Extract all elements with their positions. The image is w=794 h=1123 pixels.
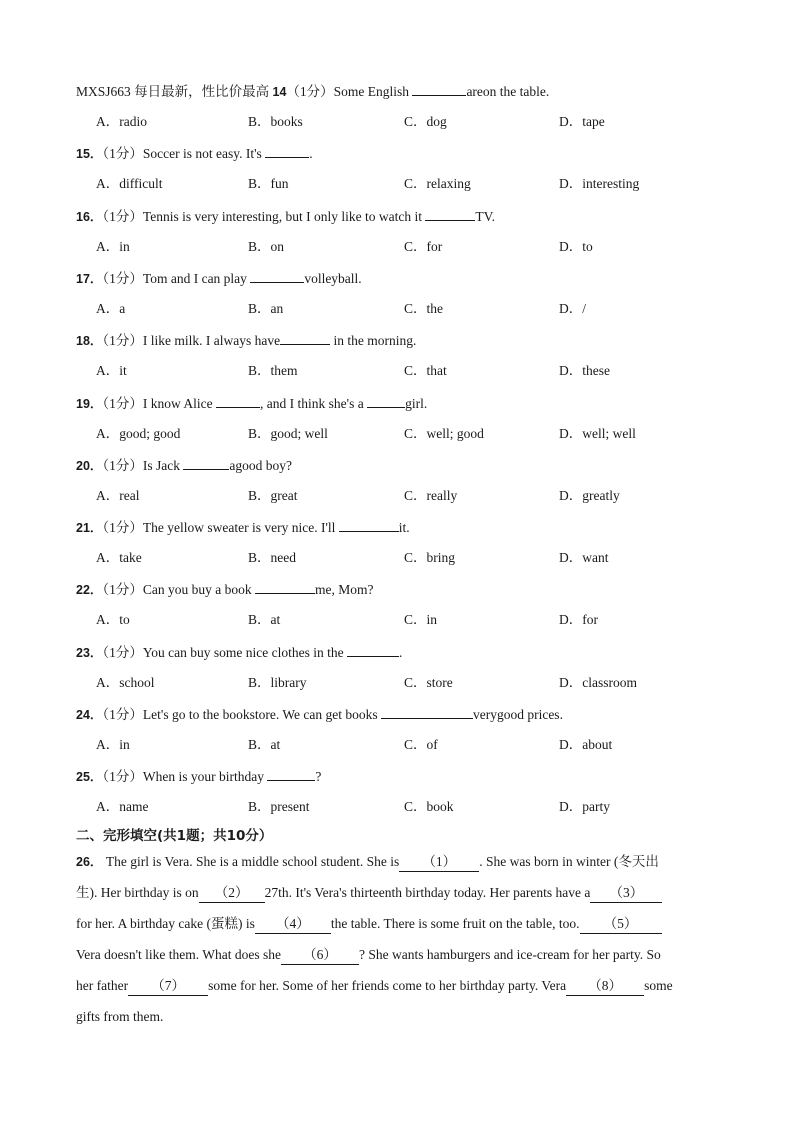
question-stem [76,580,726,599]
answer-blank [250,269,304,283]
option-c[interactable]: C．really [404,487,458,503]
question-score: （1分） [102,707,143,722]
section-title: 二、完形填空(共1题；共10分） [76,828,273,844]
question-text: me, Mom? [315,582,374,598]
answer-blank [425,207,475,221]
question-stem [76,144,726,163]
question-text: I know Alice [142,395,217,411]
option-a[interactable]: A．take [96,550,142,566]
question-score: （1分） [102,395,143,411]
answer-blank [412,82,466,96]
passage-line [76,939,722,970]
option-b[interactable]: B．at [248,612,281,628]
question-text: Tennis is very interesting, but I only like to watch it [142,208,426,224]
option-a[interactable]: A．difficult [96,176,163,192]
question-score: （1分） [102,769,143,785]
question-text: Can you buy a book [142,582,256,598]
cloze-blank[interactable]: （2） [199,884,265,903]
option-c[interactable]: C．that [404,363,447,379]
question-text: ? [315,769,322,785]
question-stem [76,269,726,288]
question-text: I like milk. I always have [142,333,281,349]
option-a[interactable]: A．good; good [96,425,181,441]
cloze-blank[interactable]: （4） [255,915,331,934]
option-c[interactable]: C．store [404,674,453,690]
option-c[interactable]: C．book [404,799,454,815]
question-number: 19． [76,396,103,411]
option-d[interactable]: D．/ [559,300,586,316]
question-stem [76,394,726,413]
answer-blank [216,394,260,408]
option-d[interactable]: D．greatly [559,487,620,503]
option-a[interactable]: A．name [96,799,149,815]
answer-blank [255,580,315,594]
answer-blank [367,394,405,408]
question-score: （1分） [286,84,334,99]
option-c[interactable]: C．bring [404,550,456,566]
question-text: When is your birthday [142,769,268,785]
option-a[interactable]: A．school [96,674,155,690]
question-score: （1分） [102,520,143,536]
cloze-blank[interactable]: （1） [399,853,479,872]
answer-blank [280,331,330,345]
passage-text: 27th. It's Vera's thirteenth birthday today. Her parents have a [264,885,591,900]
question-text: areon the table. [466,84,550,99]
question-text: . [309,146,313,162]
option-b[interactable]: B．them [248,363,298,379]
option-d[interactable]: D．interesting [559,176,640,192]
option-a[interactable]: A．it [96,363,127,379]
question-text: , and I think she's a [260,395,368,411]
question-score: （1分） [102,333,143,349]
question-number: 17． [76,271,103,286]
option-b[interactable]: B．an [248,300,284,316]
option-c[interactable]: C．for [404,238,443,254]
passage-text: some for her. Some of her friends come to her birthday party. Vera [208,978,567,993]
passage-text: ? She wants hamburgers and ice-cream for her party. So [359,947,661,962]
option-b[interactable]: B．at [248,737,281,752]
option-d[interactable]: D．about [559,737,613,752]
question-text: TV. [475,208,496,224]
header-prefix: MXSJ663 每日最新，性比价最高 [76,84,273,99]
question-text: volleyball. [304,270,362,286]
cloze-blank[interactable]: （6） [281,946,359,965]
question-score: （1分） [102,146,143,162]
question-text: in the morning. [330,333,417,349]
question-stem [76,643,726,662]
question-number: 21． [76,521,103,536]
question-number: 20． [76,458,103,473]
cloze-blank[interactable]: （5） [580,915,662,934]
option-a[interactable]: A．a [96,300,126,316]
passage-line [76,908,722,939]
option-d[interactable]: D．party [559,799,610,815]
question-number: 14 [272,85,287,99]
passage-line [76,846,722,877]
passage-text: The girl is Vera. She is a middle school student. She is [105,854,400,869]
answer-blank [183,456,229,470]
passage-text: some [644,978,673,993]
question-stem [76,705,726,724]
passage-text: . She was born in winter (冬天出 [479,854,659,869]
question-text: Let's go to the bookstore. We can get books [142,707,381,722]
option-a[interactable]: A．real [96,487,140,503]
question-score: （1分） [102,457,143,473]
question-number: 22． [76,583,103,598]
question-text: . [399,644,403,660]
question-number: 24． [76,708,103,722]
option-a[interactable]: A．radio [96,114,147,129]
question-number: 16． [76,209,103,224]
question-number: 25． [76,770,103,785]
question-score: （1分） [102,208,143,224]
option-b[interactable]: B．present [248,799,310,815]
option-b[interactable]: B．on [248,238,285,254]
question-text: Some English [333,84,413,99]
option-c[interactable]: C．of [404,737,438,752]
option-b[interactable]: B．books [248,114,303,129]
question-text: girl. [405,395,428,411]
passage-line [76,877,722,908]
question-text: Is Jack [142,457,184,473]
passage-text: Vera doesn't like them. What does she [76,947,282,962]
question-text: The yellow sweater is very nice. I'll [142,520,339,536]
question-number: 26． [76,855,106,869]
question-number: 18． [76,334,103,349]
question-text: it. [398,520,410,536]
question-stem [76,456,726,475]
question-stem [76,82,726,101]
passage-text: gifts from them. [76,1009,164,1024]
option-d[interactable]: D．want [559,550,609,566]
option-c[interactable]: C．dog [404,114,447,129]
question-number: 23． [76,645,103,660]
question-stem [76,207,726,226]
option-d[interactable]: D．classroom [559,674,637,690]
passage-text: 生). Her birthday is on [76,885,199,900]
option-c[interactable]: C．well; good [404,425,484,441]
answer-blank [381,705,473,719]
option-d[interactable]: D．to [559,238,593,254]
question-text: agood boy? [229,457,293,473]
question-text: Tom and I can play [142,270,251,286]
question-stem [76,331,726,350]
answer-blank [347,643,399,657]
question-score: （1分） [102,644,143,660]
option-c[interactable]: C．in [404,612,438,628]
cloze-blank[interactable]: （3） [590,884,662,903]
passage-text: for her. A birthday cake (蛋糕) is [76,916,255,931]
passage-text: her father [76,978,129,993]
answer-blank [265,144,309,158]
option-b[interactable]: B．fun [248,176,289,192]
question-stem [76,767,726,786]
cloze-blank[interactable]: （8） [566,977,644,996]
option-b[interactable]: B．good; well [248,425,328,441]
option-b[interactable]: B．library [248,674,307,690]
answer-blank [267,767,315,781]
option-c[interactable]: C．relaxing [404,176,471,192]
passage-text: the table. There is some fruit on the table, too. [330,916,580,931]
question-score: （1分） [102,582,143,598]
option-d[interactable]: D．for [559,612,598,628]
question-number: 15． [76,147,103,162]
option-c[interactable]: C．the [404,300,443,316]
answer-blank [339,518,399,532]
option-d[interactable]: D．well; well [559,425,636,441]
question-text: Soccer is not easy. It's [142,146,266,162]
option-b[interactable]: B．great [248,487,298,503]
question-text: verygood prices. [472,707,563,722]
question-text: You can buy some nice clothes in the [142,644,348,660]
cloze-blank[interactable]: （7） [128,977,208,996]
option-b[interactable]: B．need [248,550,296,566]
question-stem [76,518,726,537]
question-score: （1分） [102,270,143,286]
option-d[interactable]: D．these [559,363,610,379]
option-a[interactable]: A．in [96,238,130,254]
option-a[interactable]: A．to [96,612,130,628]
option-d[interactable]: D．tape [559,114,605,129]
passage-line [76,970,722,1001]
cloze-passage [76,846,722,1032]
passage-line [76,1001,722,1032]
option-a[interactable]: A．in [96,737,130,752]
